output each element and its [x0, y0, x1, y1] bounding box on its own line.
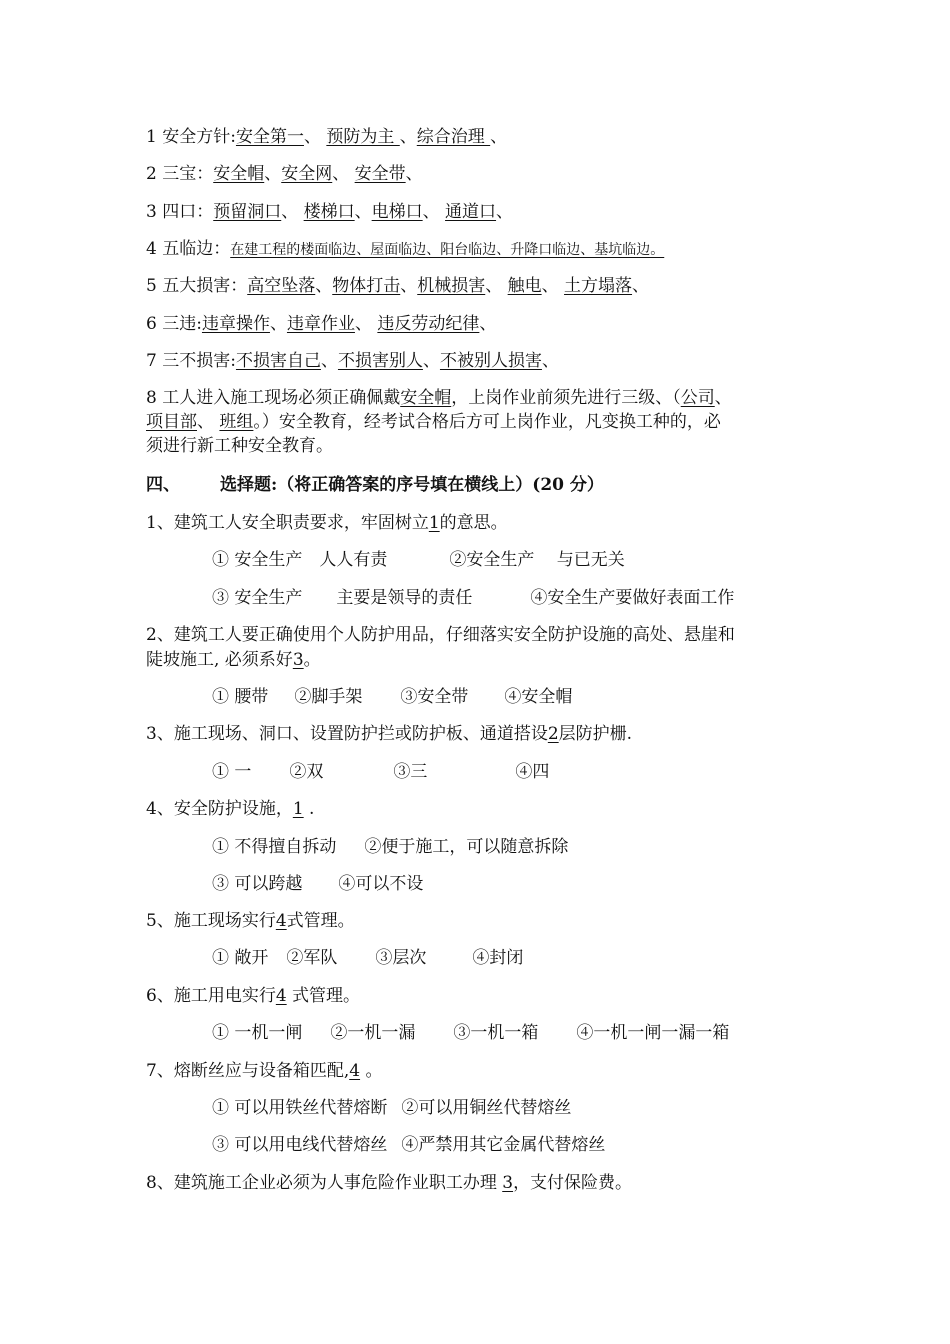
section-title: 选择题:（将正确答案的序号填在横线上）(20 分）	[220, 475, 604, 495]
option: ②双	[289, 762, 324, 782]
option: ③三	[393, 762, 428, 782]
question-2-line2	[146, 649, 321, 671]
option: ④严禁用其它金属代替熔丝	[401, 1135, 606, 1155]
answer-blank: 综合治理	[416, 127, 491, 147]
separator: 、	[485, 276, 508, 296]
question-text: 层防护栅.	[558, 724, 633, 744]
separator: 、	[281, 202, 304, 222]
item-worker-entry-line1	[146, 387, 732, 409]
option: ④安全生产要做好表面工作	[530, 588, 735, 608]
separator: 、	[269, 314, 287, 334]
answer-blank: 1	[292, 799, 304, 819]
answer-blank: 公司	[680, 388, 715, 408]
question-text: 5、施工现场实行	[146, 911, 276, 931]
answer-blank: 通道口	[445, 202, 497, 222]
question-5	[146, 910, 355, 932]
question-3-options	[212, 761, 549, 783]
question-text: 的意思。	[439, 513, 508, 533]
answer-blank: 安全帽	[400, 388, 452, 408]
answer-blank: 1	[428, 513, 440, 533]
answer-blank: 安全第一	[235, 127, 304, 147]
answer-blank: 4	[349, 1061, 361, 1081]
paragraph-text: ，上岗作业前须先进行三级、（	[451, 388, 681, 408]
section-number: 四、	[146, 475, 180, 495]
option: ②一机一漏	[330, 1023, 416, 1043]
item-three-no-harm	[146, 350, 559, 372]
question-7-options-row1	[212, 1097, 571, 1119]
question-8	[146, 1172, 632, 1194]
item-five-edges	[146, 238, 664, 261]
question-text: 6、施工用电实行	[146, 986, 276, 1006]
separator: 、	[315, 276, 333, 296]
separator: 、	[541, 276, 565, 296]
question-4	[146, 798, 314, 820]
question-6	[146, 985, 360, 1007]
option: ③ 安全生产 主要是领导的责任	[212, 588, 473, 608]
option: ③ 可以用电线代替熔丝	[212, 1135, 388, 1155]
answer-blank: 3	[292, 650, 304, 670]
item-safety-policy	[146, 126, 507, 148]
option: ① 安全生产 人人有责	[212, 550, 388, 570]
answer-blank: 违反劳动纪律	[377, 314, 480, 334]
item-label: 1 安全方针:	[146, 127, 236, 147]
separator: 、	[399, 127, 417, 147]
answer-blank: 触电	[507, 276, 542, 296]
answer-blank: 项目部	[146, 412, 197, 432]
separator: 、	[354, 314, 378, 334]
answer-blank: 预留洞口	[213, 202, 282, 222]
option: ① 一机一闸	[212, 1023, 303, 1043]
answer-blank: 安全带	[354, 164, 406, 184]
question-text: 。	[360, 1061, 383, 1081]
option: ②可以用铜丝代替熔丝	[401, 1098, 572, 1118]
question-2-options	[212, 686, 572, 708]
option: ②脚手架	[294, 687, 363, 707]
separator: 、	[422, 351, 440, 371]
question-text: 陡坡施工, 必须系好	[146, 650, 293, 670]
question-5-options	[212, 947, 523, 969]
answer-blank: 不被别人损害	[439, 351, 542, 371]
option: ②安全生产 与已无关	[449, 550, 625, 570]
paragraph-text: 8 工人进入施工现场必须正确佩戴	[146, 388, 401, 408]
question-1-options-row1	[212, 549, 625, 571]
item-five-injuries	[146, 275, 649, 297]
question-text: ，支付保险费。	[513, 1173, 633, 1193]
question-text: 3、施工现场、洞口、设置防护拦或防护板、通道搭设	[146, 724, 548, 744]
answer-blank: 预防为主	[326, 127, 400, 147]
item-three-violations	[146, 313, 496, 335]
option: ③一机一箱	[453, 1023, 539, 1043]
option: ① 不得擅自拆动	[212, 837, 337, 857]
answer-blank: 3	[502, 1173, 514, 1193]
question-text: 式管理。	[286, 986, 361, 1006]
answer-blank: 违章操作	[201, 314, 270, 334]
separator: 、	[479, 314, 497, 334]
question-3	[146, 723, 632, 745]
item-label: 2 三宝：	[146, 164, 214, 184]
question-text: .	[303, 799, 315, 819]
option: ③层次	[375, 948, 427, 968]
separator: 、	[714, 388, 732, 408]
answer-blank: 土方塌落	[564, 276, 633, 296]
separator: 、	[405, 164, 423, 184]
separator: 、	[496, 202, 514, 222]
answer-blank: 楼梯口	[303, 202, 355, 222]
option: ① 可以用铁丝代替熔断	[212, 1098, 388, 1118]
item-label: 5 五大损害：	[146, 276, 248, 296]
section-heading	[146, 474, 604, 496]
option: ③安全带	[400, 687, 469, 707]
option: ④封闭	[472, 948, 524, 968]
answer-blank: 不损害别人	[337, 351, 423, 371]
answer-blank: 不损害自己	[235, 351, 321, 371]
separator: 、	[197, 412, 220, 432]
question-4-options-row1	[212, 836, 568, 858]
separator: 、	[332, 164, 355, 184]
item-worker-entry-line2	[146, 411, 721, 433]
question-text: 式管理。	[286, 911, 355, 931]
answer-blank: 安全帽	[213, 164, 265, 184]
question-1	[146, 512, 508, 534]
option: ① 敞开	[212, 948, 269, 968]
question-text: 8、建筑施工企业必须为人事危险作业职工办理	[146, 1173, 503, 1193]
answer-blank: 物体打击	[332, 276, 401, 296]
answer-blank: 4	[275, 986, 287, 1006]
separator: 、	[264, 164, 282, 184]
answer-blank: 机械损害	[417, 276, 486, 296]
option: ④安全帽	[504, 687, 573, 707]
option: ②军队	[286, 948, 338, 968]
question-2-line1	[146, 624, 735, 646]
answer-blank: 电梯口	[371, 202, 423, 222]
separator: 、	[400, 276, 418, 296]
answer-blank: 违章作业	[286, 314, 355, 334]
answer-blank: 4	[275, 911, 287, 931]
question-6-options	[212, 1022, 729, 1044]
paragraph-text: 。）安全教育，经考试合格后方可上岗作业，凡变换工种的，必	[253, 412, 721, 432]
answer-blank: 班组	[219, 412, 254, 432]
item-worker-entry-line3	[146, 435, 333, 457]
question-text: 2、建筑工人要正确使用个人防护用品，仔细落实安全防护设施的高处、悬崖和	[146, 625, 735, 645]
answer-blank: 安全网	[281, 164, 333, 184]
question-1-options-row2	[212, 587, 734, 609]
separator: 、	[320, 351, 338, 371]
paragraph-text: 须进行新工种安全教育。	[146, 436, 333, 456]
separator: 、	[422, 202, 446, 222]
question-text: 。	[303, 650, 321, 670]
separator: 、	[303, 127, 327, 147]
option: ① 腰带	[212, 687, 269, 707]
option: ③ 可以跨越	[212, 874, 303, 894]
item-label: 6 三违:	[146, 314, 202, 334]
option: ① 一	[212, 762, 252, 782]
answer-blank: 2	[547, 724, 559, 744]
separator: 、	[541, 351, 559, 371]
separator: 、	[490, 127, 508, 147]
question-7-options-row2	[212, 1134, 605, 1156]
option: ④一机一闸一漏一箱	[576, 1023, 730, 1043]
question-7	[146, 1060, 382, 1082]
question-text: 7、熔断丝应与设备箱匹配,	[146, 1061, 350, 1081]
option: ②便于施工，可以随意拆除	[364, 837, 569, 857]
option: ④可以不设	[338, 874, 424, 894]
separator: 、	[354, 202, 372, 222]
item-label: 3 四口：	[146, 202, 214, 222]
question-text: 1、建筑工人安全职责要求，牢固树立	[146, 513, 429, 533]
separator: 、	[632, 276, 650, 296]
answer-blank: 高空坠落	[247, 276, 316, 296]
item-three-treasures	[146, 163, 423, 185]
question-4-options-row2	[212, 873, 423, 895]
answer-blank: 在建工程的楼面临边、屋面临边、阳台临边、升降口临边、基坑临边。	[230, 242, 665, 258]
question-text: 4、安全防护设施，	[146, 799, 293, 819]
item-label: 4 五临边：	[146, 239, 231, 259]
option: ④四	[515, 762, 550, 782]
item-four-openings	[146, 201, 513, 223]
item-label: 7 三不损害:	[146, 351, 236, 371]
